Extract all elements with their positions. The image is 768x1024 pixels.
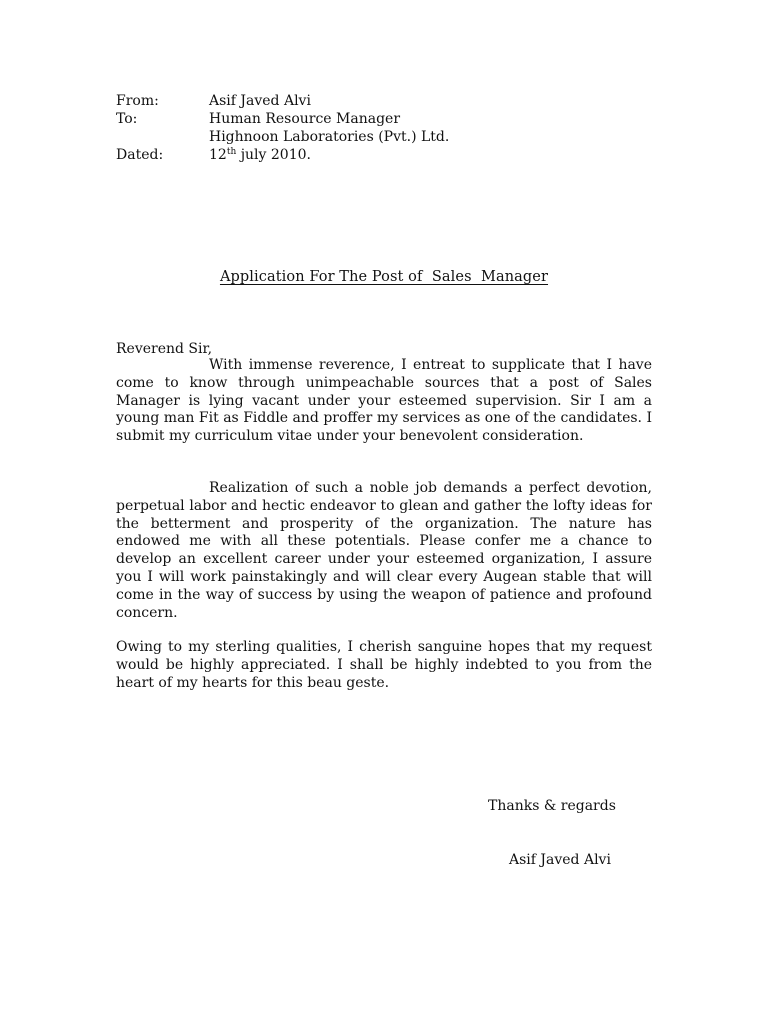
dated-day-suffix: th	[226, 147, 237, 157]
from-row	[116, 92, 449, 110]
paragraph-1: With immense reverence, I entreat to supplicate that I have come to know through unimpeachable sources that a post of Sales Manager is lying vacant under your esteemed supervision. Sir I am a young man Fit as Fiddle and proffer my services as one of the candidates. I submit my curriculum vitae under your benevolent consideration.	[116, 357, 652, 445]
dated-row	[116, 146, 449, 164]
from-value: Asif Javed Alvi	[209, 93, 311, 109]
letter-header	[116, 92, 449, 164]
to-label: To:	[116, 111, 138, 127]
subject-line	[0, 267, 768, 287]
closing-text: Thanks & regards	[488, 798, 616, 814]
to-row-company	[116, 128, 449, 146]
paragraph-2: Realization of such a noble job demands a perfect devotion, perpetual labor and hectic endeavor to glean and gather the lofty ideas for the betterment and prosperity of the organization. The nature has endowed me with all these potentials. Please confer me a chance to develop an excellent career under your esteemed organization, I assure you I will work painstakingly and will clear every Augean stable that will come in the way of success by using the weapon of patience and profound concern.	[116, 480, 652, 621]
signature-name: Asif Javed Alvi	[509, 852, 611, 868]
dated-value	[209, 146, 311, 164]
salutation: Reverend Sir,	[116, 341, 213, 357]
to-recipient-company: Highnoon Laboratories (Pvt.) Ltd.	[209, 129, 450, 145]
from-label: From:	[116, 93, 159, 109]
paragraph-3: Owing to my sterling qualities, I cherish sanguine hopes that my request would be highly appreciated. I shall be highly indebted to you from the heart of my hearts for this beau geste.	[116, 639, 652, 691]
dated-label: Dated:	[116, 147, 164, 163]
to-row	[116, 110, 449, 128]
to-recipient-title: Human Resource Manager	[209, 111, 401, 127]
dated-day: 12	[209, 147, 227, 163]
dated-month-year: july 2010.	[236, 147, 311, 163]
subject-text: Application For The Post of Sales Manager	[219, 269, 549, 285]
